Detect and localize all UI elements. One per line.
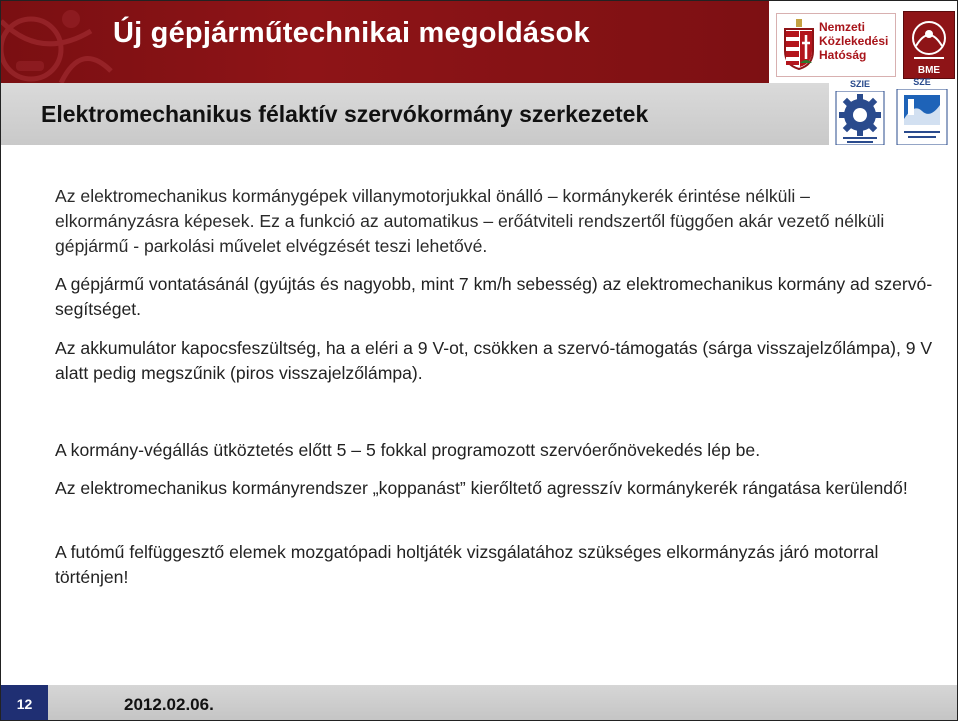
bme-logo-icon bbox=[904, 16, 954, 66]
gear-logo-icon bbox=[835, 91, 885, 145]
paragraph-autonomous-steering: Az elektromechanikus kormánygépek villanymotorjukkal önálló – kormánykerék érintése nélküli – elkormányzásra képesek. Ez a funkció az automatikus – erőátviteli rendszertől függően akár vezető nélküli gépjármű - parkolási művelet elvégzését teszi lehetővé. bbox=[55, 186, 885, 256]
bme-logo-label: BME bbox=[917, 65, 941, 76]
nkh-line-1: Nemzeti bbox=[819, 20, 866, 34]
nkh-logo bbox=[776, 13, 896, 77]
page-title: Új gépjárműtechnikai megoldások bbox=[113, 17, 590, 49]
sze-logo bbox=[896, 77, 948, 143]
paragraph-suspension-test: A futómű felfüggesztő elemek mozgatópadi holtjáték vizsgálatához szükséges elkormányzás járó motorral történjen! bbox=[55, 542, 879, 587]
slide-subtitle: Elektromechanikus félaktív szervókormány szerkezetek bbox=[41, 101, 649, 127]
paragraph-towing: A gépjármű vontatásánál (gyújtás és nagyobb, mint 7 km/h sebesség) az elektromechanikus kormány ad szervó-segítséget. bbox=[55, 274, 933, 319]
szie-logo-label: SZIE bbox=[849, 79, 870, 89]
paragraph-end-stop: A kormány-végállás ütköztetés előtt 5 – 5 fokkal programozott szervóerőnövekedés lép be. bbox=[55, 440, 761, 460]
page-number: 12 bbox=[1, 685, 48, 721]
bme-logo bbox=[903, 11, 955, 79]
szie-logo bbox=[835, 79, 885, 145]
footer-date: 2012.02.06. bbox=[124, 695, 214, 714]
nkh-line-3: Hatóság bbox=[819, 48, 867, 62]
nkh-line-2: Közlekedési bbox=[819, 34, 889, 48]
hungarian-coat-of-arms-icon bbox=[782, 19, 816, 71]
university-logo-icon bbox=[896, 89, 948, 145]
paragraph-battery-voltage: Az akkumulátor kapocsfeszültség, ha a eléri a 9 V-ot, csökken a szervó-támogatás (sárga visszajelzőlámpa), 9 V alatt pedig megszűnik (piros visszajelzőlámpa). bbox=[55, 338, 933, 383]
sze-logo-label: SZE bbox=[913, 77, 931, 87]
title-banner bbox=[1, 1, 769, 83]
nkh-logo-text bbox=[819, 20, 888, 62]
paragraph-warning: Az elektromechanikus kormányrendszer „koppanást” kierőltető agresszív kormánykerék rángatása kerülendő! bbox=[55, 478, 908, 498]
